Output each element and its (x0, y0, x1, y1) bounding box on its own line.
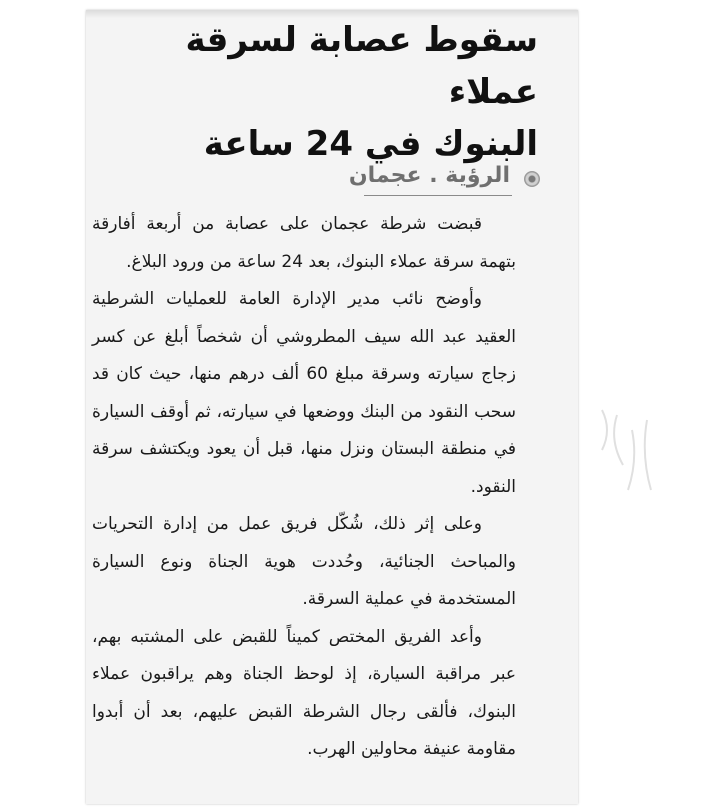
margin-scribble-icon (592, 400, 662, 510)
paragraph-3: وعلى إثر ذلك، شُكّل فريق عمل من إدارة التحريات والمباحث الجنائية، وحُددت هوية الجناة ونوع السيارة المستخدمة في عملية السرقة. (92, 514, 516, 609)
margin-scribble (592, 400, 662, 510)
byline: الرؤية . عجمان (348, 163, 510, 188)
paragraph-2: وأوضح نائب مدير الإدارة العامة للعمليات الشرطية العقيد عبد الله سيف المطروشي أن شخصاً أبلغ عن كسر زجاج سيارته وسرقة مبلغ 60 ألف درهم منها، حيث كان قد سحب النقود من البنك ووضعها في سيارته، ثم أوقف السيارة في منطقة البستان ونزل منها، قبل أن يعود ويكتشف سرقة النقود. (92, 289, 516, 497)
byline-underline (364, 195, 512, 196)
logo-bullet-icon (524, 171, 540, 187)
headline-line-2: البنوك في 24 ساعة (203, 124, 538, 164)
newspaper-clipping (86, 10, 578, 804)
paragraph-1: قبضت شرطة عجمان على عصابة من أربعة أفارقة بتهمة سرقة عملاء البنوك، بعد 24 ساعة من ورود البلاغ. (92, 214, 516, 272)
paragraph-4: وأعد الفريق المختص كميناً للقبض على المشتبه بهم، عبر مراقبة السيارة، إذ لوحظ الجناة وهم يراقبون عملاء البنوك، فألقى رجال الشرطة القبض عليهم، بعد أن أبدوا مقاومة عنيفة محاولين الهرب. (92, 626, 516, 759)
headline (118, 14, 538, 170)
headline-line-1: سقوط عصابة لسرقة عملاء (185, 20, 538, 112)
article-body (92, 206, 516, 769)
byline-row (340, 158, 540, 202)
